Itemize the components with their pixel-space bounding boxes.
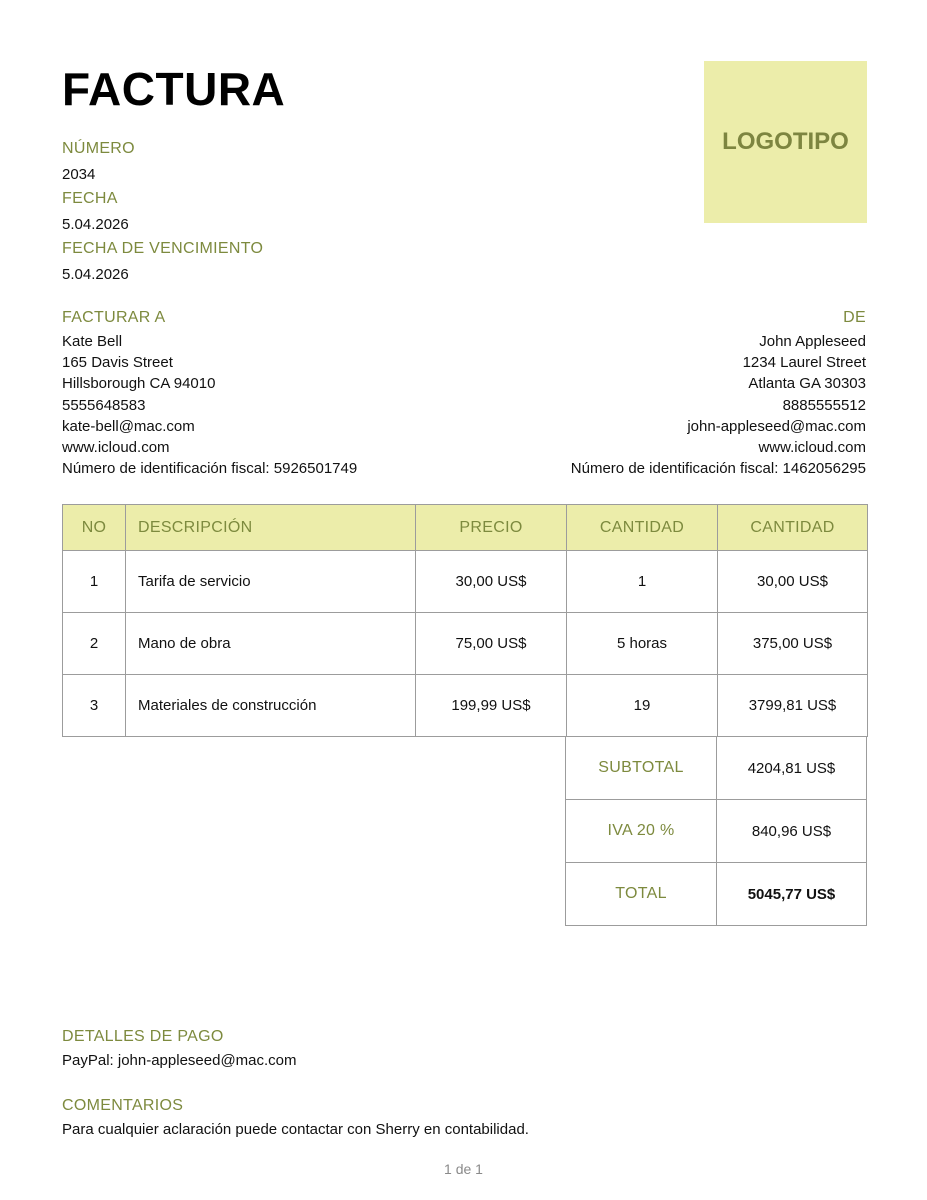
bill-to-block <box>62 309 462 479</box>
payment-text: PayPal: john-appleseed@mac.com <box>62 1052 297 1069</box>
subtotal-label: SUBTOTAL <box>566 737 717 800</box>
total-row <box>566 863 867 926</box>
page-indicator: 1 de 1 <box>444 1161 483 1177</box>
cell-no: 3 <box>63 675 126 737</box>
cell-no: 1 <box>63 551 126 613</box>
bill-to-label: FACTURAR A <box>62 309 166 326</box>
cell-amount: 30,00 US$ <box>718 551 868 613</box>
cell-amount: 3799,81 US$ <box>718 675 868 737</box>
bill-to-street: 165 Davis Street <box>62 354 173 372</box>
tax-value: 840,96 US$ <box>717 800 867 863</box>
cell-quantity: 19 <box>567 675 718 737</box>
cell-price: 199,99 US$ <box>416 675 567 737</box>
bill-to-name: Kate Bell <box>62 333 123 350</box>
table-row <box>63 613 868 675</box>
tax-row <box>566 800 867 863</box>
from-city: Atlanta GA 30303 <box>748 375 866 393</box>
from-web: www.icloud.com <box>758 439 866 457</box>
from-email: john-appleseed@mac.com <box>687 417 866 435</box>
bill-to-phone: 5555648583 <box>62 396 146 414</box>
cell-description: Materiales de construcción <box>126 675 416 737</box>
subtotal-row <box>566 737 867 800</box>
from-tax-id: Número de identificación fiscal: 1462056295 <box>570 460 866 478</box>
table-row <box>63 675 868 737</box>
comments-label: COMENTARIOS <box>62 1097 184 1114</box>
cell-description: Mano de obra <box>126 613 416 675</box>
total-label: TOTAL <box>566 863 717 926</box>
logo-placeholder[interactable] <box>704 61 867 223</box>
cell-description: Tarifa de servicio <box>126 551 416 613</box>
bill-to-tax-id: Número de identificación fiscal: 5926501749 <box>62 460 358 478</box>
due-date-label: FECHA DE VENCIMIENTO <box>62 240 264 257</box>
invoice-meta <box>62 140 263 290</box>
header-quantity: CANTIDAD <box>567 505 718 551</box>
comments-block <box>62 1097 529 1140</box>
bill-to-web: www.icloud.com <box>62 439 170 457</box>
date-label: FECHA <box>62 190 118 207</box>
from-block <box>466 309 866 479</box>
logo-text: LOGOTIPO <box>722 128 849 155</box>
header-no: NO <box>63 505 126 551</box>
cell-price: 30,00 US$ <box>416 551 567 613</box>
total-value: 5045,77 US$ <box>717 863 867 926</box>
tax-label: IVA 20 % <box>566 800 717 863</box>
invoice-title: FACTURA <box>62 63 286 115</box>
comments-text: Para cualquier aclaración puede contactar con Sherry en contabilidad. <box>62 1121 529 1138</box>
from-street: 1234 Laurel Street <box>742 354 866 372</box>
payment-details <box>62 1028 297 1071</box>
invoice-due-date: 5.04.2026 <box>62 266 129 283</box>
header-description: DESCRIPCIÓN <box>126 505 416 551</box>
cell-amount: 375,00 US$ <box>718 613 868 675</box>
payment-label: DETALLES DE PAGO <box>62 1028 224 1045</box>
header-price: PRECIO <box>416 505 567 551</box>
cell-quantity: 5 horas <box>567 613 718 675</box>
from-name: John Appleseed <box>759 333 866 350</box>
cell-no: 2 <box>63 613 126 675</box>
number-label: NÚMERO <box>62 140 135 157</box>
cell-price: 75,00 US$ <box>416 613 567 675</box>
totals-table <box>565 736 867 926</box>
from-phone: 8885555512 <box>782 396 866 414</box>
invoice-date: 5.04.2026 <box>62 216 129 233</box>
line-items-table <box>62 504 868 737</box>
table-header-row <box>63 505 868 551</box>
cell-quantity: 1 <box>567 551 718 613</box>
header-amount: CANTIDAD <box>718 505 868 551</box>
subtotal-value: 4204,81 US$ <box>717 737 867 800</box>
from-label: DE <box>843 309 866 326</box>
invoice-number: 2034 <box>62 166 96 183</box>
bill-to-email: kate-bell@mac.com <box>62 417 195 435</box>
table-row <box>63 551 868 613</box>
bill-to-city: Hillsborough CA 94010 <box>62 375 216 393</box>
